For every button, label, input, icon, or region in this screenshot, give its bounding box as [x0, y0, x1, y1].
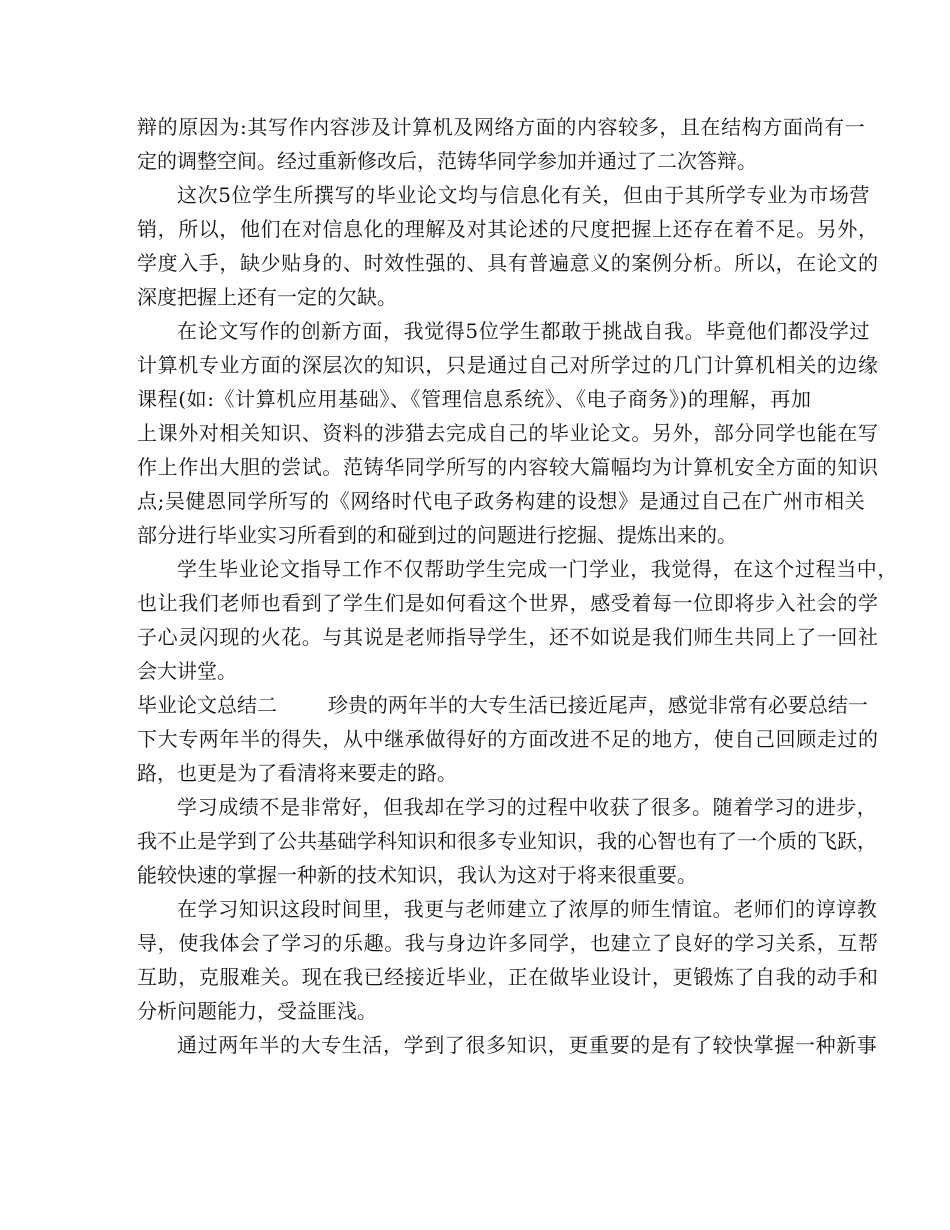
text-line: 作上作出大胆的尝试。范铸华同学所写的内容较大篇幅均为计算机安全方面的知识 — [137, 455, 879, 479]
paragraph-first-line: 在学习知识这段时间里，我更与老师建立了浓厚的师生情谊。老师们的谆谆教 — [177, 897, 878, 921]
text-line: 会大讲堂。 — [137, 659, 237, 683]
text-line: 能较快速的掌握一种新的技术知识，我认为这对于将来很重要。 — [137, 863, 697, 887]
text-line: 深度把握上还有一定的欠缺。 — [137, 285, 397, 309]
text-line: 互助，克服难关。现在我已经接近毕业，正在做毕业设计，更锻炼了自我的动手和 — [137, 965, 879, 989]
text-line: 我不止是学到了公共基础学科知识和很多专业知识，我的心智也有了一个质的飞跃， — [137, 829, 877, 853]
text-line: 上课外对相关知识、资料的涉猎去完成自己的毕业论文。另外，部分同学也能在写 — [137, 421, 879, 445]
text-line: 分析问题能力，受益匪浅。 — [137, 999, 377, 1023]
text-line: 下大专两年半的得失，从中继承做得好的方面改进不足的地方，使自己回顾走过的 — [137, 727, 879, 751]
text-line: 部分进行毕业实习所看到的和碰到过的问题进行挖掘、提炼出来的。 — [137, 523, 737, 547]
text-line: 点;吴健恩同学所写的《网络时代电子政务构建的设想》是通过自己在广州市相关 — [137, 489, 866, 513]
text-line: 课程(如:《计算机应用基础》、《管理信息系统》、《电子商务》)的理解，再加 — [137, 387, 812, 411]
paragraph-first-line: 学生毕业论文指导工作不仅帮助学生完成一门学业，我觉得，在这个过程当中， — [177, 557, 898, 581]
text-line: 销，所以，他们在对信息化的理解及对其论述的尺度把握上还存在着不足。另外， — [137, 217, 879, 241]
paragraph-first-line: 这次5位学生所撰写的毕业论文均与信息化有关，但由于其所学专业为市场营 — [177, 183, 871, 207]
text-line: 路，也更是为了看清将来要走的路。 — [137, 761, 457, 785]
paragraph-first-line: 通过两年半的大专生活，学到了很多知识，更重要的是有了较快掌握一种新事 — [177, 1033, 878, 1057]
text-line: 学度入手，缺少贴身的、时效性强的、具有普遍意义的案例分析。所以，在论文的 — [137, 251, 879, 275]
paragraph-first-line: 在论文写作的创新方面，我觉得5位学生都敢于挑战自我。毕竟他们都没学过 — [177, 319, 871, 343]
text-line: 辩的原因为:其写作内容涉及计算机及网络方面的内容较多，且在结构方面尚有一 — [137, 115, 866, 139]
text-line: 子心灵闪现的火花。与其说是老师指导学生，还不如说是我们师生共同上了一回社 — [137, 625, 879, 649]
text-line: 也让我们老师也看到了学生们是如何看这个世界，感受着每一位即将步入社会的学 — [137, 591, 879, 615]
text-line: 导，使我体会了学习的乐趣。我与身边许多同学，也建立了良好的学习关系，互帮 — [137, 931, 879, 955]
paragraph-first-line: 学习成绩不是非常好，但我却在学习的过程中收获了很多。随着学习的进步， — [177, 795, 878, 819]
section-heading-line: 毕业论文总结二 珍贵的两年半的大专生活已接近尾声，感觉非常有必要总结一 — [137, 693, 868, 717]
text-line: 计算机专业方面的深层次的知识，只是通过自己对所学过的几门计算机相关的边缘 — [137, 353, 879, 377]
text-line: 定的调整空间。经过重新修改后，范铸华同学参加并通过了二次答辩。 — [137, 149, 757, 173]
